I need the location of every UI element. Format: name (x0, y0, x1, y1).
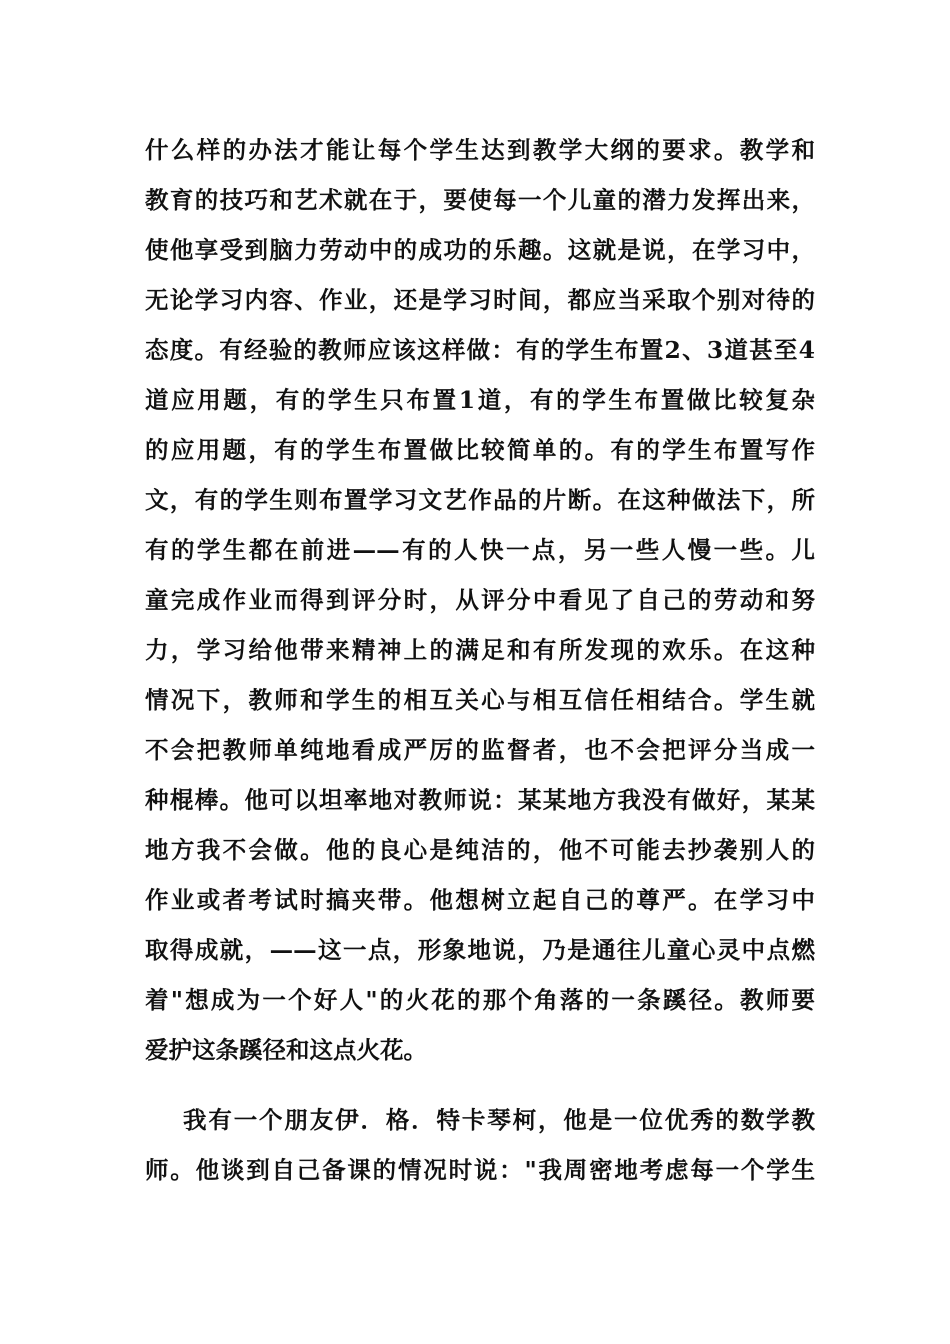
text-line: 作业或者考试时搞夹带。他想树立起自己的尊严。在学习中 (145, 886, 815, 914)
text-line: 童完成作业而得到评分时，从评分中看见了自己的劳动和努 (145, 586, 815, 614)
text-line: 无论学习内容、作业，还是学习时间，都应当采取个别对待的 (145, 286, 815, 314)
paragraph-1 (145, 125, 815, 1075)
text-line: 力，学习给他带来精神上的满足和有所发现的欢乐。在这种 (145, 636, 815, 664)
text-line: 文，有的学生则布置学习文艺作品的片断。在这种做法下，所 (145, 486, 815, 514)
text-line: 有的学生都在前进——有的人快一点，另一些人慢一些。儿 (145, 536, 815, 564)
text-line: 道应用题，有的学生只布置1道，有的学生布置做比较复杂 (145, 386, 815, 414)
text-line: 使他享受到脑力劳动中的成功的乐趣。这就是说，在学习中， (145, 236, 815, 264)
text-line: 教育的技巧和艺术就在于，要使每一个儿童的潜力发挥出来， (145, 186, 815, 214)
text-line: 取得成就，——这一点，形象地说，乃是通往儿童心灵中点燃 (145, 936, 815, 964)
text-line: 种棍棒。他可以坦率地对教师说：某某地方我没有做好，某某 (145, 786, 815, 814)
text-line: 态度。有经验的教师应该这样做：有的学生布置2、3道甚至4 (145, 336, 815, 364)
text-line: 什么样的办法才能让每个学生达到教学大纲的要求。教学和 (145, 136, 815, 164)
text-line: 我有一个朋友伊．格．特卡琴柯，他是一位优秀的数学教 (183, 1106, 815, 1134)
text-line: 爱护这条蹊径和这点火花。 (145, 1036, 427, 1064)
text-line: 师。他谈到自己备课的情况时说："我周密地考虑每一个学生 (145, 1156, 815, 1184)
text-line: 的应用题，有的学生布置做比较简单的。有的学生布置写作 (145, 436, 815, 464)
text-line: 不会把教师单纯地看成严厉的监督者，也不会把评分当成一 (145, 736, 815, 764)
text-line: 着"想成为一个好人"的火花的那个角落的一条蹊径。教师要 (145, 986, 815, 1014)
text-line: 地方我不会做。他的良心是纯洁的，他不可能去抄袭别人的 (145, 836, 815, 864)
text-line: 情况下，教师和学生的相互关心与相互信任相结合。学生就 (145, 686, 815, 714)
paragraph-2 (145, 1095, 815, 1195)
